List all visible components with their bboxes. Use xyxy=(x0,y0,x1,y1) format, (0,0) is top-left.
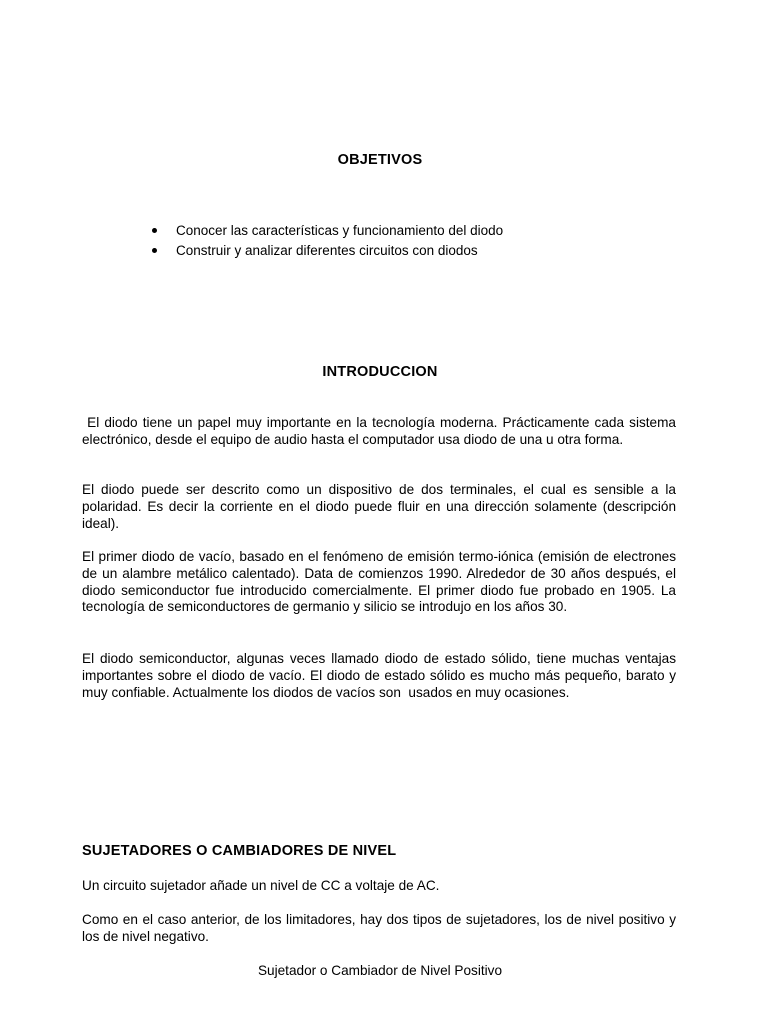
sujetadores-paragraph-2-block xyxy=(82,912,676,946)
sujetadores-paragraph: Un circuito sujetador añade un nivel de CC a voltaje de AC. xyxy=(82,878,440,893)
objetivos-item-text: Construir y analizar diferentes circuitos con diodos xyxy=(176,242,478,258)
bullet-icon xyxy=(152,248,157,253)
introduccion-paragraph: El diodo semiconductor, algunas veces llamado diodo de estado sólido, tiene muchas ventajas importantes sobre el diodo de vacío. El diodo de estado sólido es mucho más pequeño, barato y muy confiable. Actualmente los diodos de vacíos son usados en muy ocasiones. xyxy=(82,651,680,700)
sujetadores-paragraph: Como en el caso anterior, de los limitadores, hay dos tipos de sujetadores, los de nivel positivo y los de nivel negativo. xyxy=(82,912,676,944)
objetivos-item xyxy=(152,241,503,261)
introduccion-paragraph-1-block xyxy=(82,415,680,449)
objetivos-item xyxy=(152,221,503,241)
figure-caption: Sujetador o Cambiador de Nivel Positivo xyxy=(257,963,503,978)
introduccion-heading: INTRODUCCION xyxy=(322,364,438,380)
introduccion-paragraph-2-block xyxy=(82,482,676,532)
sujetadores-heading: SUJETADORES O CAMBIADORES DE NIVEL xyxy=(82,843,397,859)
bullet-icon xyxy=(152,228,157,233)
objetivos-item-text: Conocer las características y funcionamiento del diodo xyxy=(176,223,504,238)
objetivos-list xyxy=(152,221,503,260)
sujetadores-paragraph-1-block xyxy=(82,878,676,895)
introduccion-paragraph: El diodo puede ser descrito como un dispositivo de dos terminales, el cual es sensible a la polaridad. Es decir la corriente en el diodo puede fluir en una dirección solamente (descripción ideal). xyxy=(82,482,676,531)
introduccion-paragraph-4-block xyxy=(82,651,680,701)
objetivos-heading: OBJETIVOS xyxy=(337,152,423,168)
introduccion-paragraph: El diodo tiene un papel muy importante en la tecnología moderna. Prácticamente cada sistema electrónico, desde el equipo de audio hasta el computador usa diodo de una u otra forma. xyxy=(82,415,680,447)
introduccion-paragraph-3-block xyxy=(82,549,676,616)
introduccion-paragraph: El primer diodo de vacío, basado en el fenómeno de emisión termo-iónica (emisión de electrones de un alambre metálico calentado). Data de comienzos 1990. Alrededor de 30 años después, el diodo semiconductor fue introducido comercialmente. El primer diodo fue probado en 1905. La tecnología de semiconductores de germanio y silicio se introdujo en los años 30. xyxy=(82,549,676,615)
